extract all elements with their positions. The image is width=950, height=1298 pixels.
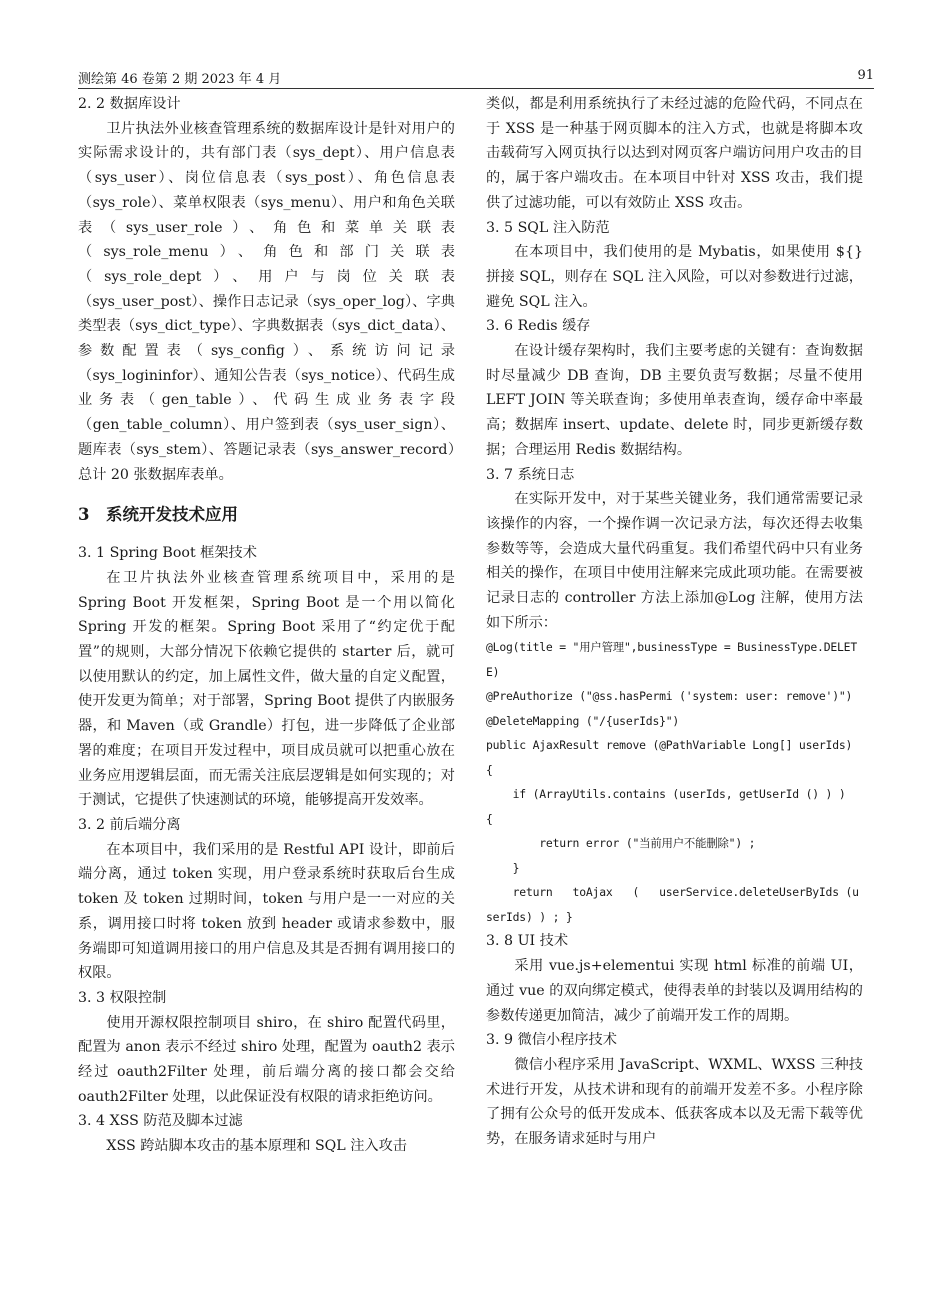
section-3-4-heading: 3. 4 XSS 防范及脚本过滤	[78, 1113, 243, 1130]
journal-info: 测绘第 46 卷第 2 期 2023 年 4 月	[78, 72, 282, 87]
code-line: @DeleteMapping ("/{userIds}")	[486, 713, 680, 728]
section-3-3-paragraph: 使用开源权限控制项目 shiro，在 shiro 配置代码里，配置为 anon 表示不经过 shiro 处理，配置为 oauth2 表示经过 oauth2Filter 处理，前后端分离的接口都会交给 oauth2Filter 处理，以此保证没有权限的请求拒绝访问。	[78, 1014, 455, 1105]
code-line: {	[486, 811, 493, 826]
section-3-9-paragraph: 微信小程序采用 JavaScript、WXML、WXSS 三种技术进行开发，从技术讲和现有的前端开发差不多。小程序除了拥有公众号的低开发成本、低获客成本以及无需下载等优势，在服务请求延时与用户	[486, 1056, 863, 1148]
section-3-title: 系统开发技术应用	[106, 505, 238, 525]
section-3-8-paragraph: 采用 vue.js+elementui 实现 html 标准的前端 UI，通过 vue 的双向绑定模式，使得表单的封装以及调用结构的参数传递更加简洁，减少了前端开发工作的周期。	[486, 958, 863, 1024]
section-3-4-paragraph-continued: 类似，都是利用系统执行了未经过滤的危险代码，不同点在于 XSS 是一种基于网页脚本的注入方式，也就是将脚本攻击载荷写入网页执行以达到对网页客户端访问用户攻击的目的，属于客户端攻击。在本项目中针对 XSS 攻击，我们提供了过滤功能，可以有效防止 XSS 攻击。	[486, 96, 863, 211]
section-3-6-paragraph: 在设计缓存架构时，我们主要考虑的关键有：查询数据时尽量减少 DB 查询，DB 主要负责写数据；尽量不使用 LEFT JOIN 等关联查询；多使用单表查询，缓存命中率最高；数据库 insert、update、delete 时，同步更新缓存数据；合理运用 Redis 数据结构。	[486, 343, 863, 458]
page-header	[78, 66, 874, 89]
section-3-5-heading: 3. 5 SQL 注入防范	[486, 219, 610, 236]
section-3-1-paragraph: 在卫片执法外业核查管理系统项目中，采用的是 Spring Boot 开发框架，Spring Boot 是一个用以简化 Spring 开发的框架。Spring Boot 采用了“约定优于配置”的规则，大部分情况下依赖它提供的 starter 后，就可以使用默认的约定，加上属性文件，做大量的自定义配置，使开发更为简单；对于部署，Spring Boot 提供了内嵌服务器，和 Maven（或 Grandle）打包，进一步降低了企业部署的难度；在项目开发过程中，项目成员就可以把重心放在业务应用逻辑层面，而无需关注底层逻辑是如何实现的；对于测试，它提供了快速测试的环境，能够提高开发效率。	[78, 569, 455, 809]
section-2-2-paragraph: 卫片执法外业核查管理系统的数据库设计是针对用户的实际需求设计的，共有部门表（sys_dept）、用户信息表（sys_user）、岗位信息表（sys_post）、角色信息表（sys_role）、菜单权限表（sys_menu）、用户和角色关联表（sys_user_role）、角色和菜单关联表（sys_role_menu）、角色和部门关联表（sys_role_dept）、用户与岗位关联表（sys_user_post）、操作日志记录（sys_oper_log）、字典类型表（sys_dict_type）、字典数据表（sys_dict_data）、参数配置表（sys_config）、系统访问记录（sys_logininfor）、通知公告表（sys_notice）、代码生成业务表（gen_table）、代码生成业务表字段（gen_table_column）、用户签到表（sys_user_sign）、题库表（sys_stem）、答题记录表（sys_answer_record）总计 20 张数据库表单。	[78, 120, 455, 483]
section-3-1-heading: 3. 1 Spring Boot 框架技术	[78, 545, 257, 562]
section-2-2-heading: 2. 2 数据库设计	[78, 96, 181, 112]
section-3-5-paragraph: 在本项目中，我们使用的是 Mybatis，如果使用 ${}拼接 SQL，则存在 SQL 注入风险，可以对参数进行过滤，避免 SQL 注入。	[486, 244, 863, 310]
left-column	[78, 92, 455, 1159]
code-line: }	[486, 860, 520, 875]
section-3-2-paragraph: 在本项目中，我们采用的是 Restful API 设计，即前后端分离，通过 token 实现，用户登录系统时获取后台生成 token 及 token 过期时间，token 与用户是一一对应的关系，调用接口时将 token 放到 header 或请求参数中，服务端即可知道调用接口的用户信息及其是否拥有调用接口的权限。	[78, 841, 455, 982]
section-3-7-heading: 3. 7 系统日志	[486, 466, 575, 483]
code-line: @PreAuthorize ("@ss.hasPermi ('system: user: remove')")	[486, 689, 853, 704]
section-3-2-heading: 3. 2 前后端分离	[78, 816, 181, 833]
section-3-8-heading: 3. 8 UI 技术	[486, 933, 569, 950]
section-3-6-heading: 3. 6 Redis 缓存	[486, 318, 591, 335]
section-3-9-heading: 3. 9 微信小程序技术	[486, 1032, 617, 1049]
code-line: return error ("当前用户不能删除") ;	[486, 836, 756, 851]
code-line: @Log(title = "用户管理",businessType = BusinessType.DELETE)	[486, 640, 857, 679]
code-line: if (ArrayUtils.contains (userIds, getUserId () ) )	[486, 787, 846, 802]
section-3-3-heading: 3. 3 权限控制	[78, 989, 167, 1006]
code-line: public AjaxResult remove (@PathVariable Long[] userIds)	[486, 738, 853, 753]
section-3-4-paragraph: XSS 跨站脚本攻击的基本原理和 SQL 注入攻击	[106, 1138, 407, 1155]
code-line: {	[486, 762, 493, 777]
code-line: return toAjax ( userService.deleteUserByIds (userIds) ) ; }	[486, 885, 859, 924]
right-column	[486, 92, 863, 1152]
section-3-7-paragraph: 在实际开发中，对于某些关键业务，我们通常需要记录该操作的内容，一个操作调一次记录方法，每次还得去收集参数等等，会造成大量代码重复。我们希望代码中只有业务相关的操作，在项目中使用注解来完成此项功能。在需要被记录日志的 controller 方法上添加@Log 注解，使用方法如下所示：	[486, 491, 863, 631]
code-block	[486, 635, 863, 929]
page-number: 91	[857, 68, 874, 83]
section-3-number: 3	[78, 505, 90, 525]
section-3-heading	[78, 503, 455, 527]
